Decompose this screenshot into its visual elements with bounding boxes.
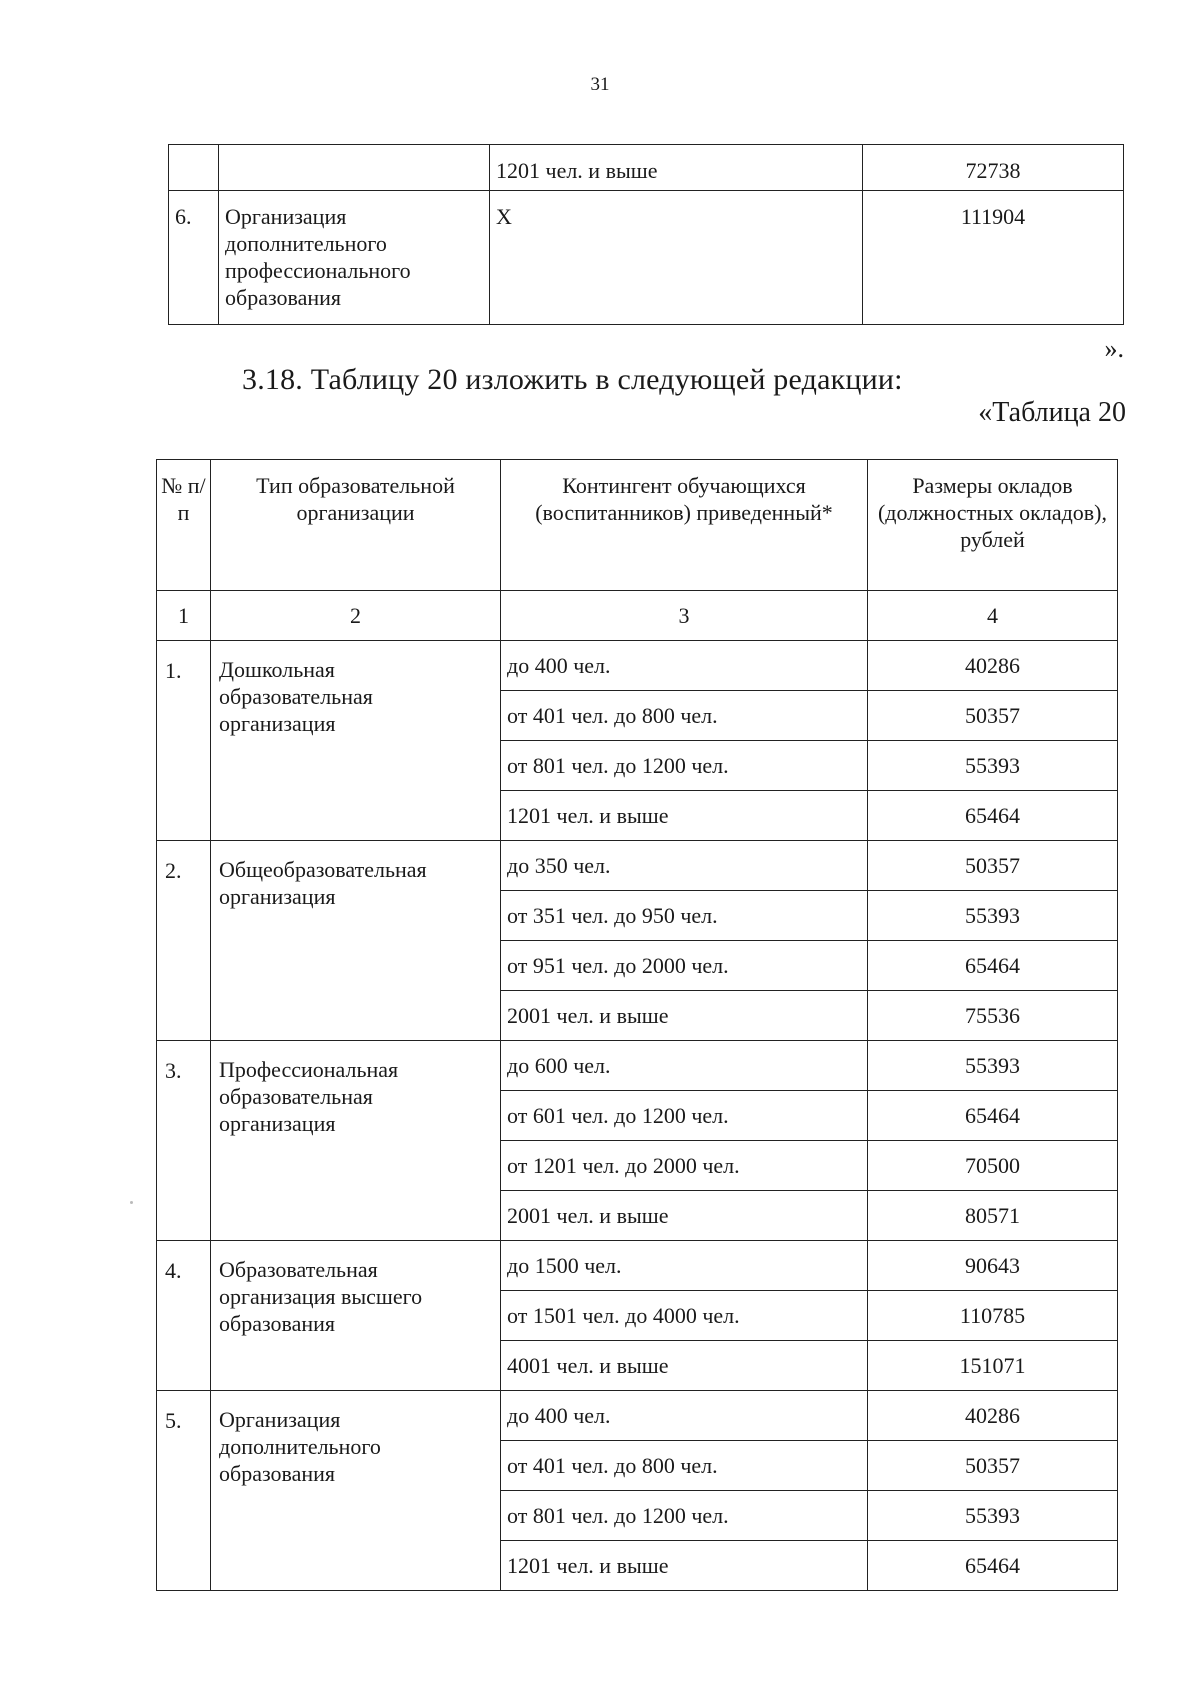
contingent-range: 2001 чел. и выше [501,1191,868,1241]
salary-value: 65464 [868,1091,1118,1141]
contingent-range: 1201 чел. и выше [501,791,868,841]
page-number: 31 [590,74,610,95]
salary-value: 55393 [868,1041,1118,1091]
salary-value: 55393 [868,891,1118,941]
column-number: 3 [501,591,868,641]
salary-value: 90643 [868,1241,1118,1291]
organization-type: Образовательная организация высшего образования [211,1241,501,1391]
salary-value: 151071 [868,1341,1118,1391]
section-heading: 3.18. Таблицу 20 изложить в следующей редакции: [242,363,903,396]
row-number: 6. [169,191,219,325]
organization-type: Организация дополнительного образования [211,1391,501,1591]
header-salary: Размеры окладов (должностных окладов), рублей [868,460,1118,591]
salary-value: 80571 [868,1191,1118,1241]
salary-value: 50357 [868,841,1118,891]
continuation-table [168,144,1124,325]
contingent-range: до 1500 чел. [501,1241,868,1291]
contingent-range: 4001 чел. и выше [501,1341,868,1391]
contingent-range: от 801 чел. до 1200 чел. [501,741,868,791]
salary-value: 111904 [863,191,1124,325]
salary-value: 55393 [868,1491,1118,1541]
column-number: 1 [157,591,211,641]
header-number: № п/п [157,460,211,591]
row-number: 1. [157,641,211,841]
contingent-range: от 801 чел. до 1200 чел. [501,1491,868,1541]
table-20 [156,459,1118,1591]
contingent-range: от 1501 чел. до 4000 чел. [501,1291,868,1341]
table-row [157,1041,1118,1091]
contingent-range: 1201 чел. и выше [501,1541,868,1591]
salary-value: 50357 [868,1441,1118,1491]
table-row [169,145,1124,191]
salary-value: 55393 [868,741,1118,791]
contingent-range: Х [490,191,863,325]
table-row [157,1241,1118,1291]
contingent-range: 2001 чел. и выше [501,991,868,1041]
contingent-range: до 600 чел. [501,1041,868,1091]
header-organization-type: Тип образовательной организации [211,460,501,591]
organization-type [219,145,490,191]
column-numbers-row [157,591,1118,641]
salary-value: 65464 [868,941,1118,991]
organization-type: Дошкольная образовательная организация [211,641,501,841]
contingent-range: до 350 чел. [501,841,868,891]
table-caption: «Таблица 20 [978,397,1126,428]
row-number: 2. [157,841,211,1041]
salary-value: 40286 [868,641,1118,691]
table-row [157,841,1118,891]
table-row [157,1391,1118,1441]
salary-value: 75536 [868,991,1118,1041]
contingent-range: до 400 чел. [501,641,868,691]
contingent-range: до 400 чел. [501,1391,868,1441]
table-row [157,641,1118,691]
salary-value: 65464 [868,791,1118,841]
contingent-range: от 351 чел. до 950 чел. [501,891,868,941]
row-number: 4. [157,1241,211,1391]
organization-type: Общеобразовательная организация [211,841,501,1041]
salary-value: 40286 [868,1391,1118,1441]
closing-quote: ». [1104,334,1124,363]
contingent-range: от 1201 чел. до 2000 чел. [501,1141,868,1191]
salary-value: 50357 [868,691,1118,741]
organization-type: Профессиональная образовательная организация [211,1041,501,1241]
row-number: 5. [157,1391,211,1591]
contingent-range: от 601 чел. до 1200 чел. [501,1091,868,1141]
contingent-range: 1201 чел. и выше [490,145,863,191]
table-row [169,191,1124,325]
contingent-range: от 401 чел. до 800 чел. [501,1441,868,1491]
salary-value: 70500 [868,1141,1118,1191]
row-number: 3. [157,1041,211,1241]
salary-value: 65464 [868,1541,1118,1591]
table-header-row [157,460,1118,591]
header-contingent: Контингент обучающихся (воспитанников) приведенный* [501,460,868,591]
salary-value: 110785 [868,1291,1118,1341]
column-number: 2 [211,591,501,641]
organization-type: Организация дополнительного профессионального образования [219,191,490,325]
scan-mark [130,1201,133,1204]
column-number: 4 [868,591,1118,641]
contingent-range: от 951 чел. до 2000 чел. [501,941,868,991]
row-number [169,145,219,191]
salary-value: 72738 [863,145,1124,191]
contingent-range: от 401 чел. до 800 чел. [501,691,868,741]
